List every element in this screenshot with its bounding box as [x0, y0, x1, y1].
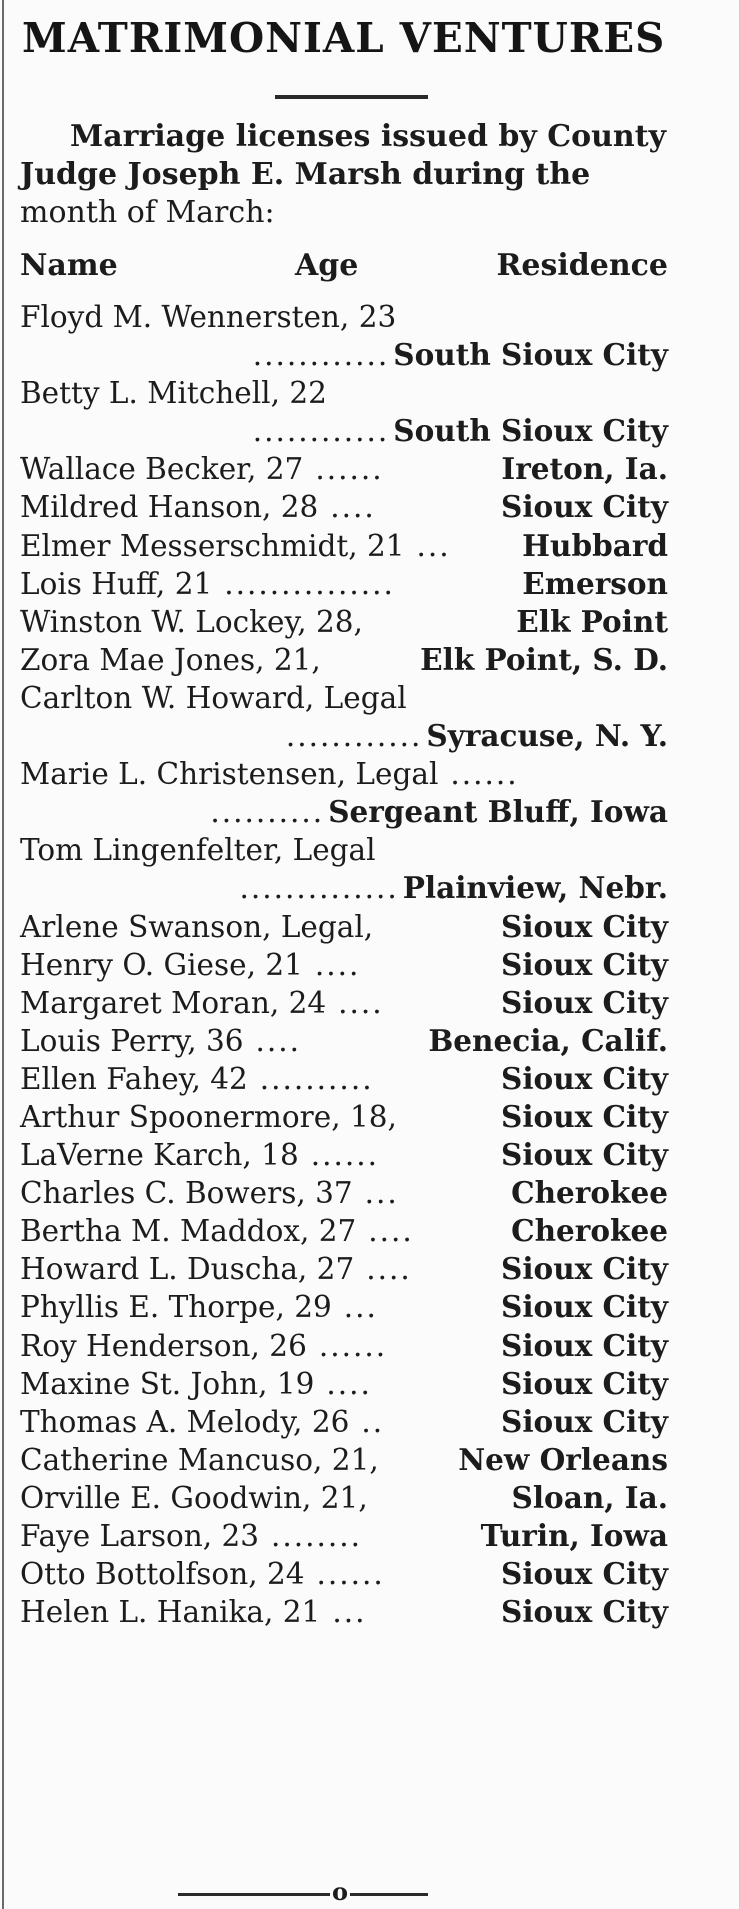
license-entry-row — [20, 1136, 668, 1174]
entry-residence: Sioux City — [501, 1098, 668, 1134]
entry-residence: Cherokee — [511, 1213, 668, 1249]
entry-name-age: Louis Perry, 36 — [20, 1023, 244, 1058]
entry-residence: Sioux City — [501, 1403, 668, 1439]
entry-name-age: Tom Lingenfelter, Legal — [20, 833, 376, 868]
column-rule-left — [2, 0, 4, 1909]
license-list — [20, 298, 668, 1631]
entry-name-age: Winston W. Lockey, 28, — [20, 604, 363, 639]
license-entry-row — [20, 488, 668, 526]
entry-name-age: Howard L. Duscha, 27 — [20, 1252, 355, 1287]
license-entry-row — [20, 1479, 668, 1517]
entry-name-age: Orville E. Goodwin, 21, — [20, 1480, 368, 1515]
entry-name-age: LaVerne Karch, 18 — [20, 1138, 299, 1173]
license-entry-row — [20, 679, 668, 717]
entry-residence: South Sioux City — [393, 413, 668, 449]
license-entry-row — [20, 793, 668, 831]
license-entry-row — [20, 1098, 668, 1136]
license-entry-row — [20, 374, 668, 412]
license-entry-row — [20, 1517, 668, 1555]
entry-residence: Sioux City — [501, 1137, 668, 1173]
entry-residence: Sergeant Bluff, Iowa — [328, 794, 668, 830]
footer-rule — [178, 1893, 428, 1896]
entry-name-age: Lois Huff, 21 — [20, 566, 213, 601]
entry-name-age: Carlton W. Howard, Legal — [20, 680, 407, 715]
license-entry-row — [20, 1555, 668, 1593]
column-header-age: Age — [295, 248, 359, 283]
leader-dots: ...... — [316, 1557, 385, 1592]
license-entry-row — [20, 869, 668, 907]
leader-dots: .... — [326, 1366, 372, 1401]
license-entry-row — [20, 603, 668, 641]
intro-line: Marriage licenses issued by County — [70, 119, 667, 154]
leader-dots: ............ — [252, 414, 390, 449]
entry-residence: Sioux City — [501, 1556, 668, 1592]
entry-name-age: Margaret Moran, 24 — [20, 985, 327, 1020]
license-entry-row — [20, 1174, 668, 1212]
entry-name-age: Charles C. Bowers, 37 — [20, 1176, 353, 1211]
leader-dots: ............ — [252, 338, 390, 373]
entry-name-age: Betty L. Mitchell, 22 — [20, 376, 327, 411]
license-entry-row — [20, 298, 668, 336]
entry-name-age: Wallace Becker, 27 — [20, 452, 304, 487]
entry-residence: Sloan, Ia. — [511, 1479, 668, 1515]
license-entry-row — [20, 1441, 668, 1479]
entry-name-age: Phyllis E. Thorpe, 29 — [20, 1290, 332, 1325]
leader-dots: .... — [368, 1214, 414, 1249]
entry-residence: Ireton, Ia. — [501, 451, 668, 487]
license-entry-row — [20, 946, 668, 984]
entry-name-age: Ellen Fahey, 42 — [20, 1061, 248, 1096]
license-entry-row — [20, 527, 668, 565]
entry-residence: Cherokee — [511, 1175, 668, 1211]
leader-dots: ... — [332, 1595, 367, 1630]
leader-dots: ........ — [271, 1519, 363, 1553]
leader-dots: ...... — [310, 1138, 379, 1173]
license-entry-row — [20, 755, 668, 793]
license-entry-row — [20, 831, 668, 869]
entry-name-age: Bertha M. Maddox, 27 — [20, 1214, 357, 1249]
entry-residence: Sioux City — [501, 984, 668, 1020]
headline-dash-rule — [275, 95, 428, 99]
license-entry-row — [20, 1593, 668, 1631]
license-entry-row — [20, 1365, 668, 1403]
column-header-name: Name — [20, 248, 118, 283]
entry-residence: Elk Point — [516, 603, 668, 639]
license-entry-row — [20, 450, 668, 488]
footer-ornament: o — [332, 1877, 349, 1906]
leader-dots: ............... — [224, 566, 395, 601]
license-entry-row — [20, 641, 668, 679]
entry-residence: Hubbard — [522, 527, 668, 563]
column-header-residence: Residence — [496, 248, 668, 283]
leader-dots: .... — [366, 1252, 412, 1287]
entry-residence: Sioux City — [501, 1251, 668, 1287]
entry-residence: South Sioux City — [393, 337, 668, 373]
license-entry-row — [20, 1212, 668, 1250]
license-entry-row — [20, 1288, 668, 1326]
entry-residence: Sioux City — [501, 1289, 668, 1325]
leader-dots: .... — [314, 947, 361, 982]
entry-residence: Sioux City — [501, 489, 668, 525]
leader-dots: .... — [330, 490, 376, 525]
leader-dots: ... — [343, 1290, 378, 1325]
entry-residence: Turin, Iowa — [480, 1518, 668, 1553]
leader-dots: .......... — [210, 795, 325, 830]
leader-dots: ...... — [315, 452, 384, 487]
entry-residence: Sioux City — [501, 908, 668, 944]
leader-dots: ...... — [450, 757, 519, 792]
headline: MATRIMONIAL VENTURES — [22, 14, 666, 62]
entry-name-age: Catherine Mancuso, 21, — [20, 1442, 379, 1477]
leader-dots: ... — [364, 1176, 399, 1211]
entry-residence: Sioux City — [501, 1060, 668, 1096]
license-entry-row — [20, 717, 668, 755]
leader-dots: .... — [255, 1023, 302, 1058]
entry-residence: Sioux City — [501, 1594, 668, 1630]
entry-name-age: Maxine St. John, 19 — [20, 1366, 315, 1401]
entry-name-age: Otto Bottolfson, 24 — [20, 1557, 305, 1592]
entry-residence: New Orleans — [458, 1441, 668, 1477]
intro-line: Judge Joseph E. Marsh during the — [20, 157, 591, 192]
entry-name-age: Elmer Messerschmidt, 21 — [20, 528, 405, 563]
license-entry-row — [20, 565, 668, 603]
entry-name-age: Zora Mae Jones, 21, — [20, 642, 321, 677]
license-entry-row — [20, 1327, 668, 1365]
entry-name-age: Helen L. Hanika, 21 — [20, 1595, 321, 1630]
entry-name-age: Floyd M. Wennersten, 23 — [20, 300, 397, 334]
license-entry-row — [20, 1403, 668, 1441]
license-entry-row — [20, 1250, 668, 1288]
license-entry-row — [20, 336, 668, 374]
entry-name-age: Marie L. Christensen, Legal — [20, 757, 439, 792]
leader-dots: ...... — [318, 1328, 388, 1363]
license-entry-row — [20, 1022, 668, 1060]
column-headers — [20, 248, 668, 288]
entry-name-age: Arlene Swanson, Legal, — [20, 909, 374, 944]
license-entry-row — [20, 984, 668, 1022]
entry-residence: Elk Point, S. D. — [420, 641, 668, 677]
entry-name-age: Thomas A. Melody, 26 — [20, 1404, 350, 1439]
license-entry-row — [20, 908, 668, 946]
leader-dots: ... — [416, 528, 451, 563]
leader-dots: .......... — [259, 1061, 374, 1096]
leader-dots: ............ — [285, 719, 423, 754]
intro-line: month of March: — [20, 195, 275, 230]
entry-name-age: Roy Henderson, 26 — [20, 1328, 307, 1363]
entry-residence: Syracuse, N. Y. — [426, 718, 668, 754]
entry-name-age: Faye Larson, 23 — [20, 1519, 260, 1553]
entry-residence: Sioux City — [501, 1327, 668, 1363]
intro-paragraph — [20, 118, 670, 232]
entry-residence: Sioux City — [501, 1365, 668, 1401]
entry-residence: Sioux City — [501, 946, 668, 982]
entry-name-age: Arthur Spoonermore, 18, — [20, 1099, 397, 1134]
leader-dots: .............. — [239, 871, 399, 906]
license-entry-row — [20, 412, 668, 450]
entry-residence: Benecia, Calif. — [428, 1022, 668, 1058]
entry-residence: Plainview, Nebr. — [402, 870, 668, 906]
entry-name-age: Mildred Hanson, 28 — [20, 490, 319, 525]
entry-residence: Emerson — [522, 565, 668, 601]
leader-dots: .. — [361, 1404, 385, 1439]
entry-name-age: Henry O. Giese, 21 — [20, 947, 303, 982]
leader-dots: .... — [338, 985, 384, 1020]
license-entry-row — [20, 1060, 668, 1098]
